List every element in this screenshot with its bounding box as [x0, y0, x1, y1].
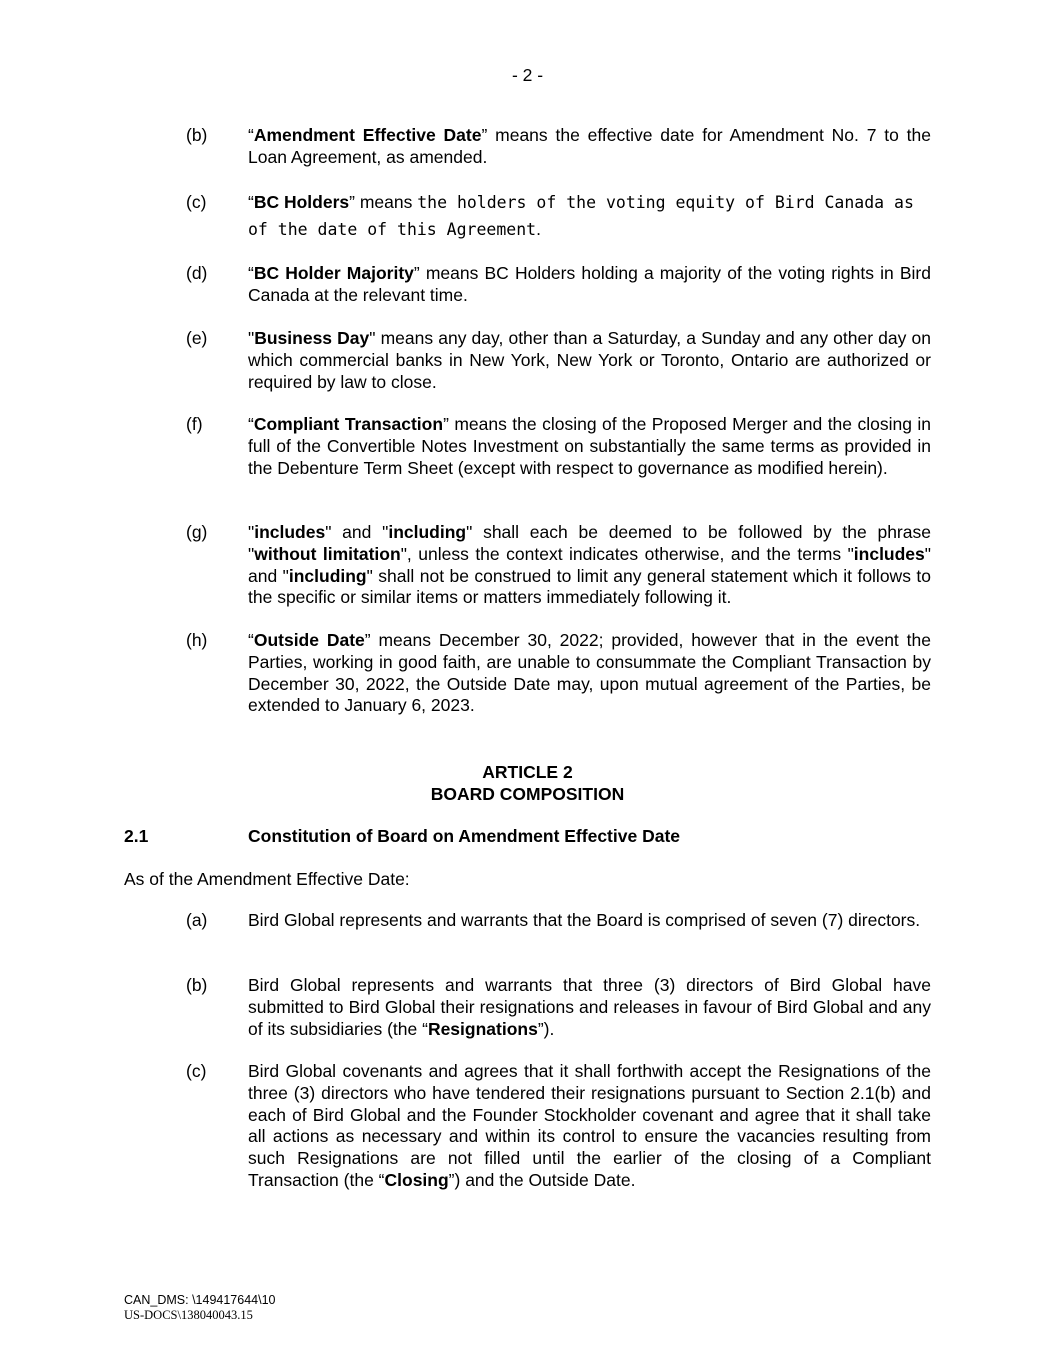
clause-label: (a)	[186, 910, 208, 930]
defined-term: BC Holders	[253, 192, 350, 212]
section-item-c	[186, 1061, 931, 1192]
section-item-a	[186, 910, 931, 932]
clause-label: (d)	[186, 263, 208, 283]
defined-term: includes	[853, 543, 925, 564]
defined-term: Compliant Transaction	[253, 414, 444, 434]
defined-term: including	[288, 565, 367, 586]
section-number: 2.1	[124, 826, 149, 846]
clause-text: “Compliant Transaction” means the closing of the Proposed Merger and the closing in full of the Convertible Notes Investment on substantially the same terms as provided in the Debenture Term Sheet (except with respect to governance as modified herein).	[248, 414, 932, 478]
defined-term: Closing	[384, 1169, 449, 1190]
clause-text: “Outside Date” means December 30, 2022; provided, however that in the event the Parties, working in good faith, are unable to consummate the Compliant Transaction by December 30, 2022, the Outside Date may, upon mutual agreement of the Parties, be extended to January 6, 2023.	[248, 630, 931, 716]
defined-term: BC Holder Majority	[253, 263, 414, 283]
section-intro: As of the Amendment Effective Date:	[124, 869, 410, 889]
monospace-text: the holders of the voting equity of Bird Canada as of the date of this Agreement	[248, 193, 914, 239]
clause-label: (b)	[186, 125, 208, 145]
definition-business-day	[186, 328, 931, 393]
defined-term: Amendment Effective Date	[253, 125, 482, 145]
section-item-b	[186, 975, 931, 1040]
clause-text: Bird Global represents and warrants that three (3) directors of Bird Global have submitted to Bird Global their resignations and releases in favour of Bird Global and any of its subsidiaries (the “Resignations”).	[248, 975, 931, 1039]
clause-text: “Amendment Effective Date” means the effective date for Amendment No. 7 to the Loan Agreement, as amended.	[248, 125, 931, 167]
definition-includes-including	[186, 522, 931, 609]
clause-text: "includes" and "including" shall each be deemed to be followed by the phrase "without limitation", unless the context indicates otherwise, and the terms "includes" and "including" shall not be construed to limit any general statement which it follows to the specific or similar items or matters immediately following it.	[248, 522, 931, 608]
definition-bc-holders	[186, 189, 931, 243]
footer-doc-id-us: US-DOCS\138040043.15	[124, 1308, 253, 1322]
defined-term: Business Day	[254, 328, 370, 348]
clause-label: (h)	[186, 630, 208, 650]
definition-compliant-transaction	[186, 414, 931, 479]
clause-label: (g)	[186, 522, 208, 542]
document-footer	[124, 1293, 275, 1323]
clause-text: “BC Holder Majority” means BC Holders holding a majority of the voting rights in Bird Canada at the relevant time.	[248, 263, 931, 305]
definition-amendment-effective-date	[186, 125, 931, 169]
footer-doc-id-can: CAN_DMS: \149417644\10	[124, 1293, 276, 1307]
clause-text: Bird Global covenants and agrees that it shall forthwith accept the Resignations of the three (3) directors who have tendered their resignations pursuant to Section 2.1(b) and each of Bird Global and the Founder Stockholder covenant and agree that it shall take all actions as necessary and within its control to ensure the vacancies resulting from such Resignations are not filled until the earlier of the closing of a Compliant Transaction (the “Closing”) and the Outside Date.	[248, 1061, 931, 1190]
clause-label: (f)	[186, 414, 203, 434]
defined-term: Resignations	[427, 1018, 538, 1039]
definition-bc-holder-majority	[186, 263, 931, 307]
defined-term: Outside Date	[253, 630, 365, 650]
defined-term: without limitation	[254, 543, 401, 564]
clause-label: (e)	[186, 328, 208, 348]
clause-label: (c)	[186, 192, 207, 212]
defined-term: including	[388, 522, 467, 542]
clause-text: Bird Global represents and warrants that the Board is comprised of seven (7) directors.	[248, 910, 921, 930]
clause-text: “BC Holders” means the holders of the voting equity of Bird Canada as of the date of this Agreement.	[248, 192, 914, 239]
article-number: ARTICLE 2	[482, 762, 573, 782]
article-title: BOARD COMPOSITION	[430, 784, 625, 804]
clause-label: (b)	[186, 975, 208, 995]
clause-text: "Business Day" means any day, other than a Saturday, a Sunday and any other day on which commercial banks in New York, New York or Toronto, Ontario are authorized or required by law to close.	[248, 328, 931, 392]
defined-term: includes	[254, 522, 326, 542]
page-number: - 2 -	[511, 65, 544, 85]
clause-label: (c)	[186, 1061, 207, 1081]
section-title: Constitution of Board on Amendment Effective Date	[248, 826, 681, 846]
definition-outside-date	[186, 630, 931, 717]
